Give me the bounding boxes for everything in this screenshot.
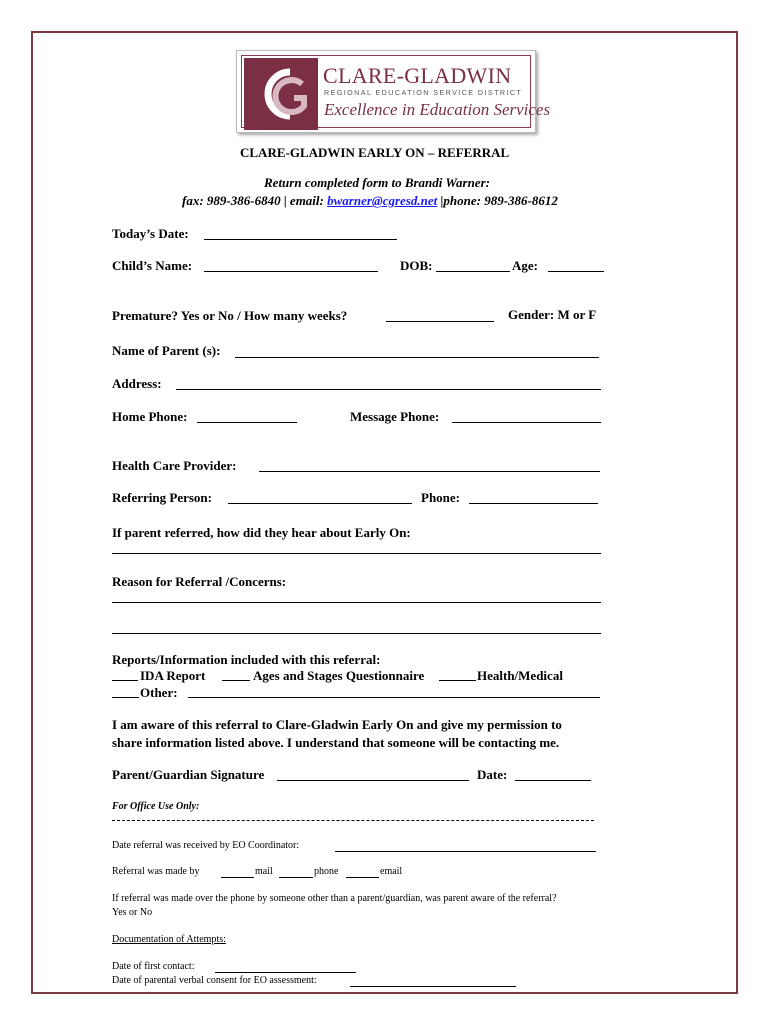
phone-option: phone (314, 866, 339, 877)
health-care-provider-field[interactable] (259, 471, 600, 472)
dob-label: DOB: (400, 258, 433, 273)
reason-field-line-1[interactable] (112, 602, 601, 603)
first-contact-label: Date of first contact: (112, 961, 195, 972)
first-contact-field[interactable] (215, 972, 356, 973)
age-field[interactable] (548, 271, 604, 272)
office-divider (112, 820, 594, 821)
logo-subtitle: REGIONAL EDUCATION SERVICE DISTRICT (324, 88, 523, 97)
consent-date-label: Date of parental verbal consent for EO assessment: (112, 975, 317, 986)
other-field[interactable] (188, 697, 600, 698)
documentation-heading: Documentation of Attempts: (112, 934, 226, 945)
asq-checkline[interactable] (222, 680, 250, 681)
health-checkline[interactable] (439, 680, 476, 681)
contact-line (182, 194, 558, 207)
other-label: Other: (140, 685, 178, 700)
other-checkline[interactable] (112, 697, 139, 698)
made-by-label: Referral was made by (112, 866, 200, 877)
return-instruction: Return completed form to Brandi Warner: (264, 175, 490, 190)
referring-person-field[interactable] (228, 503, 412, 504)
logo-name: CLARE-GLADWIN (323, 63, 512, 88)
parent-name-field[interactable] (235, 357, 599, 358)
reason-label: Reason for Referral /Concerns: (112, 574, 287, 589)
consent-line-2: share information listed above. I understand that someone will be contacting me. (112, 735, 560, 750)
home-phone-label: Home Phone: (112, 409, 188, 424)
cg-monogram-icon (244, 58, 318, 130)
ida-report-label: IDA Report (140, 668, 206, 683)
parent-name-label: Name of Parent (s): (112, 343, 221, 358)
phone-checkline[interactable] (279, 877, 313, 878)
email-option: email (380, 866, 403, 877)
office-use-heading: For Office Use Only: (112, 801, 200, 812)
parent-aware-question: If referral was made over the phone by someone other than a parent/guardian, was parent aware of the referral? (112, 893, 557, 904)
todays-date-field[interactable] (204, 239, 397, 240)
signature-date-label: Date: (477, 767, 508, 782)
email-link[interactable]: bwarner@cgresd.net (327, 193, 438, 208)
consent-date-field[interactable] (350, 986, 516, 987)
received-date-label: Date referral was received by EO Coordinator: (112, 840, 300, 851)
form-title: CLARE-GLADWIN EARLY ON – REFERRAL (240, 145, 510, 160)
health-care-provider-label: Health Care Provider: (112, 458, 237, 473)
referrer-phone-label: Phone: (421, 490, 460, 505)
referrer-phone-field[interactable] (469, 503, 598, 504)
childs-name-field[interactable] (204, 271, 378, 272)
consent-line-1: I am aware of this referral to Clare-Gladwin Early On and give my permission to (112, 717, 562, 732)
received-date-field[interactable] (335, 851, 596, 852)
reports-heading: Reports/Information included with this referral: (112, 652, 381, 667)
fax-text: fax: 989-386-6840 | email: (182, 193, 328, 208)
premature-label: Premature? Yes or No / How many weeks? (112, 308, 348, 323)
email-checkline[interactable] (346, 877, 379, 878)
phone-text: |phone: 989-386-8612 (437, 193, 558, 208)
todays-date-label: Today’s Date: (112, 226, 189, 241)
address-field[interactable] (176, 389, 601, 390)
clare-gladwin-logo (236, 50, 551, 133)
logo-tagline: Excellence in Education Services (324, 100, 551, 119)
home-phone-field[interactable] (197, 422, 297, 423)
mail-option: mail (255, 866, 273, 877)
heard-about-field[interactable] (112, 553, 601, 554)
signature-label: Parent/Guardian Signature (112, 767, 265, 782)
message-phone-field[interactable] (452, 422, 601, 423)
logo-frame (241, 55, 551, 128)
address-label: Address: (112, 376, 162, 391)
gender-label: Gender: M or F (508, 307, 597, 322)
reason-field-line-2[interactable] (112, 633, 601, 634)
referring-person-label: Referring Person: (112, 490, 212, 505)
age-label: Age: (512, 258, 538, 273)
signature-date-field[interactable] (515, 780, 591, 781)
dob-field[interactable] (436, 271, 510, 272)
childs-name-label: Child’s Name: (112, 258, 193, 273)
message-phone-label: Message Phone: (350, 409, 440, 424)
mail-checkline[interactable] (221, 877, 254, 878)
heard-about-label: If parent referred, how did they hear about Early On: (112, 525, 411, 540)
parent-aware-answer: Yes or No (112, 907, 153, 918)
signature-field[interactable] (277, 780, 469, 781)
weeks-field[interactable] (386, 321, 494, 322)
health-medical-label: Health/Medical (477, 668, 563, 683)
asq-label: Ages and Stages Questionnaire (253, 668, 425, 683)
ida-checkline[interactable] (112, 680, 138, 681)
